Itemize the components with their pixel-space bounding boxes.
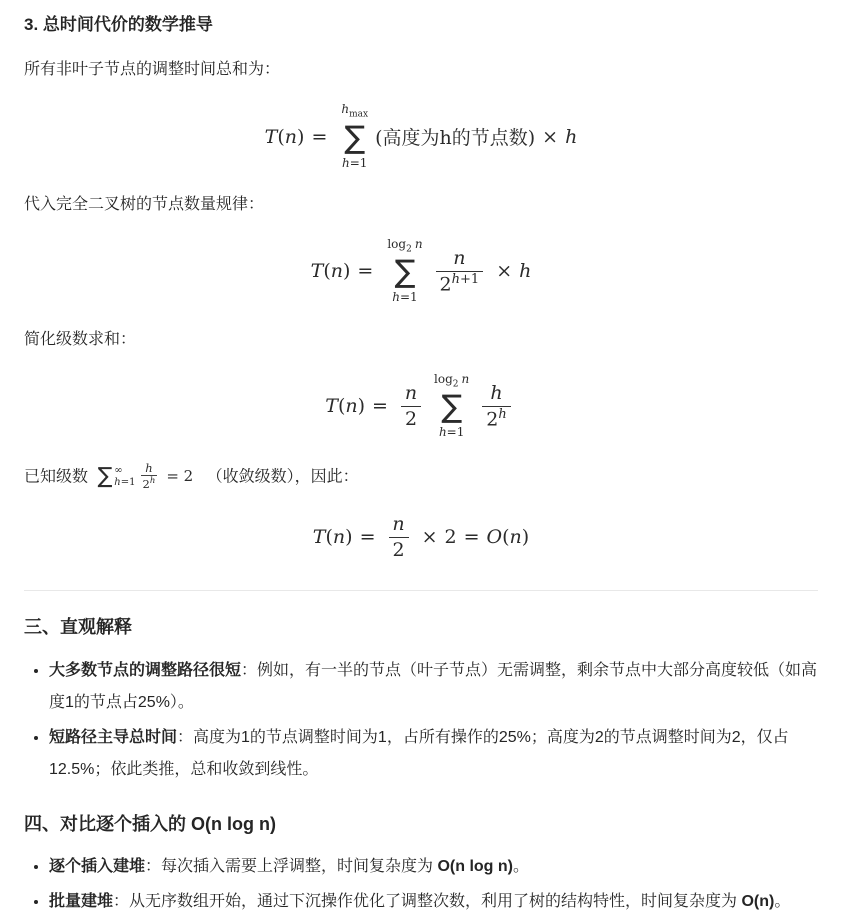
math-token [436, 271, 484, 297]
math-token: h [342, 155, 350, 170]
math-token: ) [297, 125, 305, 148]
para-simplify: 简化级数求和： [24, 330, 137, 348]
math-token: = 2 [166, 467, 194, 486]
math-token: h [438, 425, 447, 440]
fraction [389, 512, 409, 562]
sum-scripts [114, 465, 135, 488]
fraction [401, 381, 421, 431]
math-token [141, 475, 158, 492]
fraction [482, 381, 510, 432]
math-token: log [387, 237, 407, 252]
para-series-after: （收敛级数），因此： [206, 467, 359, 485]
fraction [436, 246, 484, 297]
sum-lower-limit [342, 157, 367, 170]
math-token: ) [521, 526, 530, 549]
math-token: 2 [401, 406, 421, 432]
sum-lower-limit [114, 477, 135, 489]
math-token: ( [323, 260, 331, 283]
sigma-symbol: ∑ [97, 463, 113, 489]
compare-list [24, 851, 818, 918]
math-token: 2 [389, 537, 409, 563]
math-token: T [264, 125, 278, 148]
list-item [49, 722, 818, 786]
math-token: 2 [142, 477, 150, 492]
math-token: h [451, 271, 461, 287]
section-divider [24, 590, 818, 591]
math-token: h [498, 406, 507, 422]
math-token: max [349, 109, 369, 120]
math-token [482, 406, 510, 432]
math-token: 2 [406, 244, 412, 255]
fraction-inline [141, 462, 158, 492]
math-token: 2 [486, 407, 499, 430]
intuition-list [24, 655, 818, 786]
para-series-before: 已知级数 [24, 467, 89, 485]
list-item [49, 851, 818, 883]
math-token: = [463, 526, 480, 549]
sum-upper-limit [341, 103, 368, 120]
math-token [452, 272, 480, 287]
para-sum-intro: 所有非叶子节点的调整时间总和为： [24, 60, 281, 78]
math-token: T [312, 526, 326, 549]
math-token: h [149, 476, 156, 487]
bullet-body-text: ：例如，有一半的节点（叶子节点）无需调整，剩余节点中大部分高度较低（如高度1的节点占25%）。 [49, 661, 818, 711]
formula-simplified [24, 373, 818, 439]
list-item [49, 886, 818, 918]
math-token: h [341, 102, 350, 117]
sum-lower-limit [392, 291, 417, 304]
math-token: = [311, 125, 328, 148]
math-token: h [392, 290, 400, 305]
bullet-body-text: 。 [774, 892, 791, 910]
math-token: ( [502, 526, 510, 549]
math-token: n [509, 526, 522, 549]
math-token: =1 [120, 476, 136, 488]
list-item [49, 655, 818, 719]
math-token: n [461, 372, 470, 387]
math-token: log [434, 372, 453, 387]
math-token: ) [345, 526, 353, 549]
para-substitute: 代入完全二叉树的节点数量规律： [24, 195, 265, 213]
bullet-lead-text: O(n) [741, 892, 775, 910]
math-token: × [542, 125, 559, 148]
math-token: 2 [444, 526, 457, 549]
formula-result [24, 512, 818, 562]
math-token: h [145, 460, 153, 475]
bullet-lead-text: 逐个插入建堆 [49, 857, 146, 875]
math-token: n [284, 125, 298, 148]
summation [341, 103, 368, 169]
math-token: h [114, 476, 121, 488]
math-token: n [345, 395, 358, 418]
bullet-lead-text: O(n log n) [437, 857, 513, 875]
math-token: h [490, 381, 503, 404]
bullet-body-text: 。 [513, 857, 530, 875]
math-token: × [421, 526, 438, 549]
summation [434, 373, 469, 439]
bullet-lead-text: 短路径主导总时间 [49, 728, 178, 746]
inline-series-formula [97, 462, 197, 492]
formula-substituted [24, 238, 818, 304]
math-token: n [330, 260, 343, 283]
math-token: T [325, 395, 338, 418]
heading-derivation: 3. 总时间代价的数学推导 [24, 15, 213, 34]
math-token: ∞ [114, 465, 123, 477]
math-token: n [414, 237, 423, 252]
math-token: T [310, 260, 324, 283]
math-token: ( [337, 395, 346, 418]
math-token: n [332, 526, 346, 549]
math-token: h [565, 125, 578, 148]
heading-intuition: 三、直观解释 [24, 617, 132, 638]
math-token: ) [357, 395, 366, 418]
math-token: =1 [446, 425, 465, 440]
bullet-lead-text: 批量建堆 [49, 892, 114, 910]
sum-lower-limit [439, 426, 464, 439]
math-token: 2 [452, 379, 459, 390]
sigma-symbol: ∑ [344, 119, 366, 156]
math-token: ( [325, 526, 333, 549]
bullet-body-text: ：每次插入需要上浮调整，时间复杂度为 [145, 857, 438, 875]
math-token: +1 [460, 271, 480, 287]
bullet-body-text: ：从无序数组开始，通过下沉操作优化了调整次数，利用了树的结构特性，时间复杂度为 [113, 892, 742, 910]
summation-inline [97, 465, 135, 488]
math-token: 2 [439, 273, 452, 296]
math-token: n [404, 382, 418, 405]
math-token: n [392, 512, 405, 535]
math-token: =1 [349, 155, 368, 170]
formula-total-sum [24, 103, 818, 169]
math-token: =1 [399, 290, 418, 305]
heading-compare: 四、对比逐个插入的 O(n log n) [24, 813, 276, 834]
math-token: = [372, 395, 388, 418]
bullet-body-text: ：高度为1的节点调整时间为1，占所有操作的25%；高度为2的节点调整时间为2，仅占12.5%；依此类推，总和收敛到线性。 [49, 728, 789, 778]
math-token: = [357, 260, 374, 283]
sigma-symbol: ∑ [441, 389, 463, 426]
math-token: × [496, 260, 513, 283]
math-token: = [359, 526, 376, 549]
sum-upper-limit [434, 373, 469, 390]
math-token: ) [342, 260, 351, 283]
summation [387, 238, 422, 304]
para-series [24, 462, 818, 492]
math-cjk-text: (高度为h的节点数) [375, 127, 536, 150]
math-token: h [519, 260, 532, 283]
sum-upper-limit [387, 238, 422, 255]
math-token: O [486, 526, 503, 549]
sigma-symbol: ∑ [394, 254, 416, 291]
math-token: ( [277, 125, 285, 148]
math-token: n [453, 247, 466, 270]
bullet-lead-text: 大多数节点的调整路径很短 [49, 661, 242, 679]
